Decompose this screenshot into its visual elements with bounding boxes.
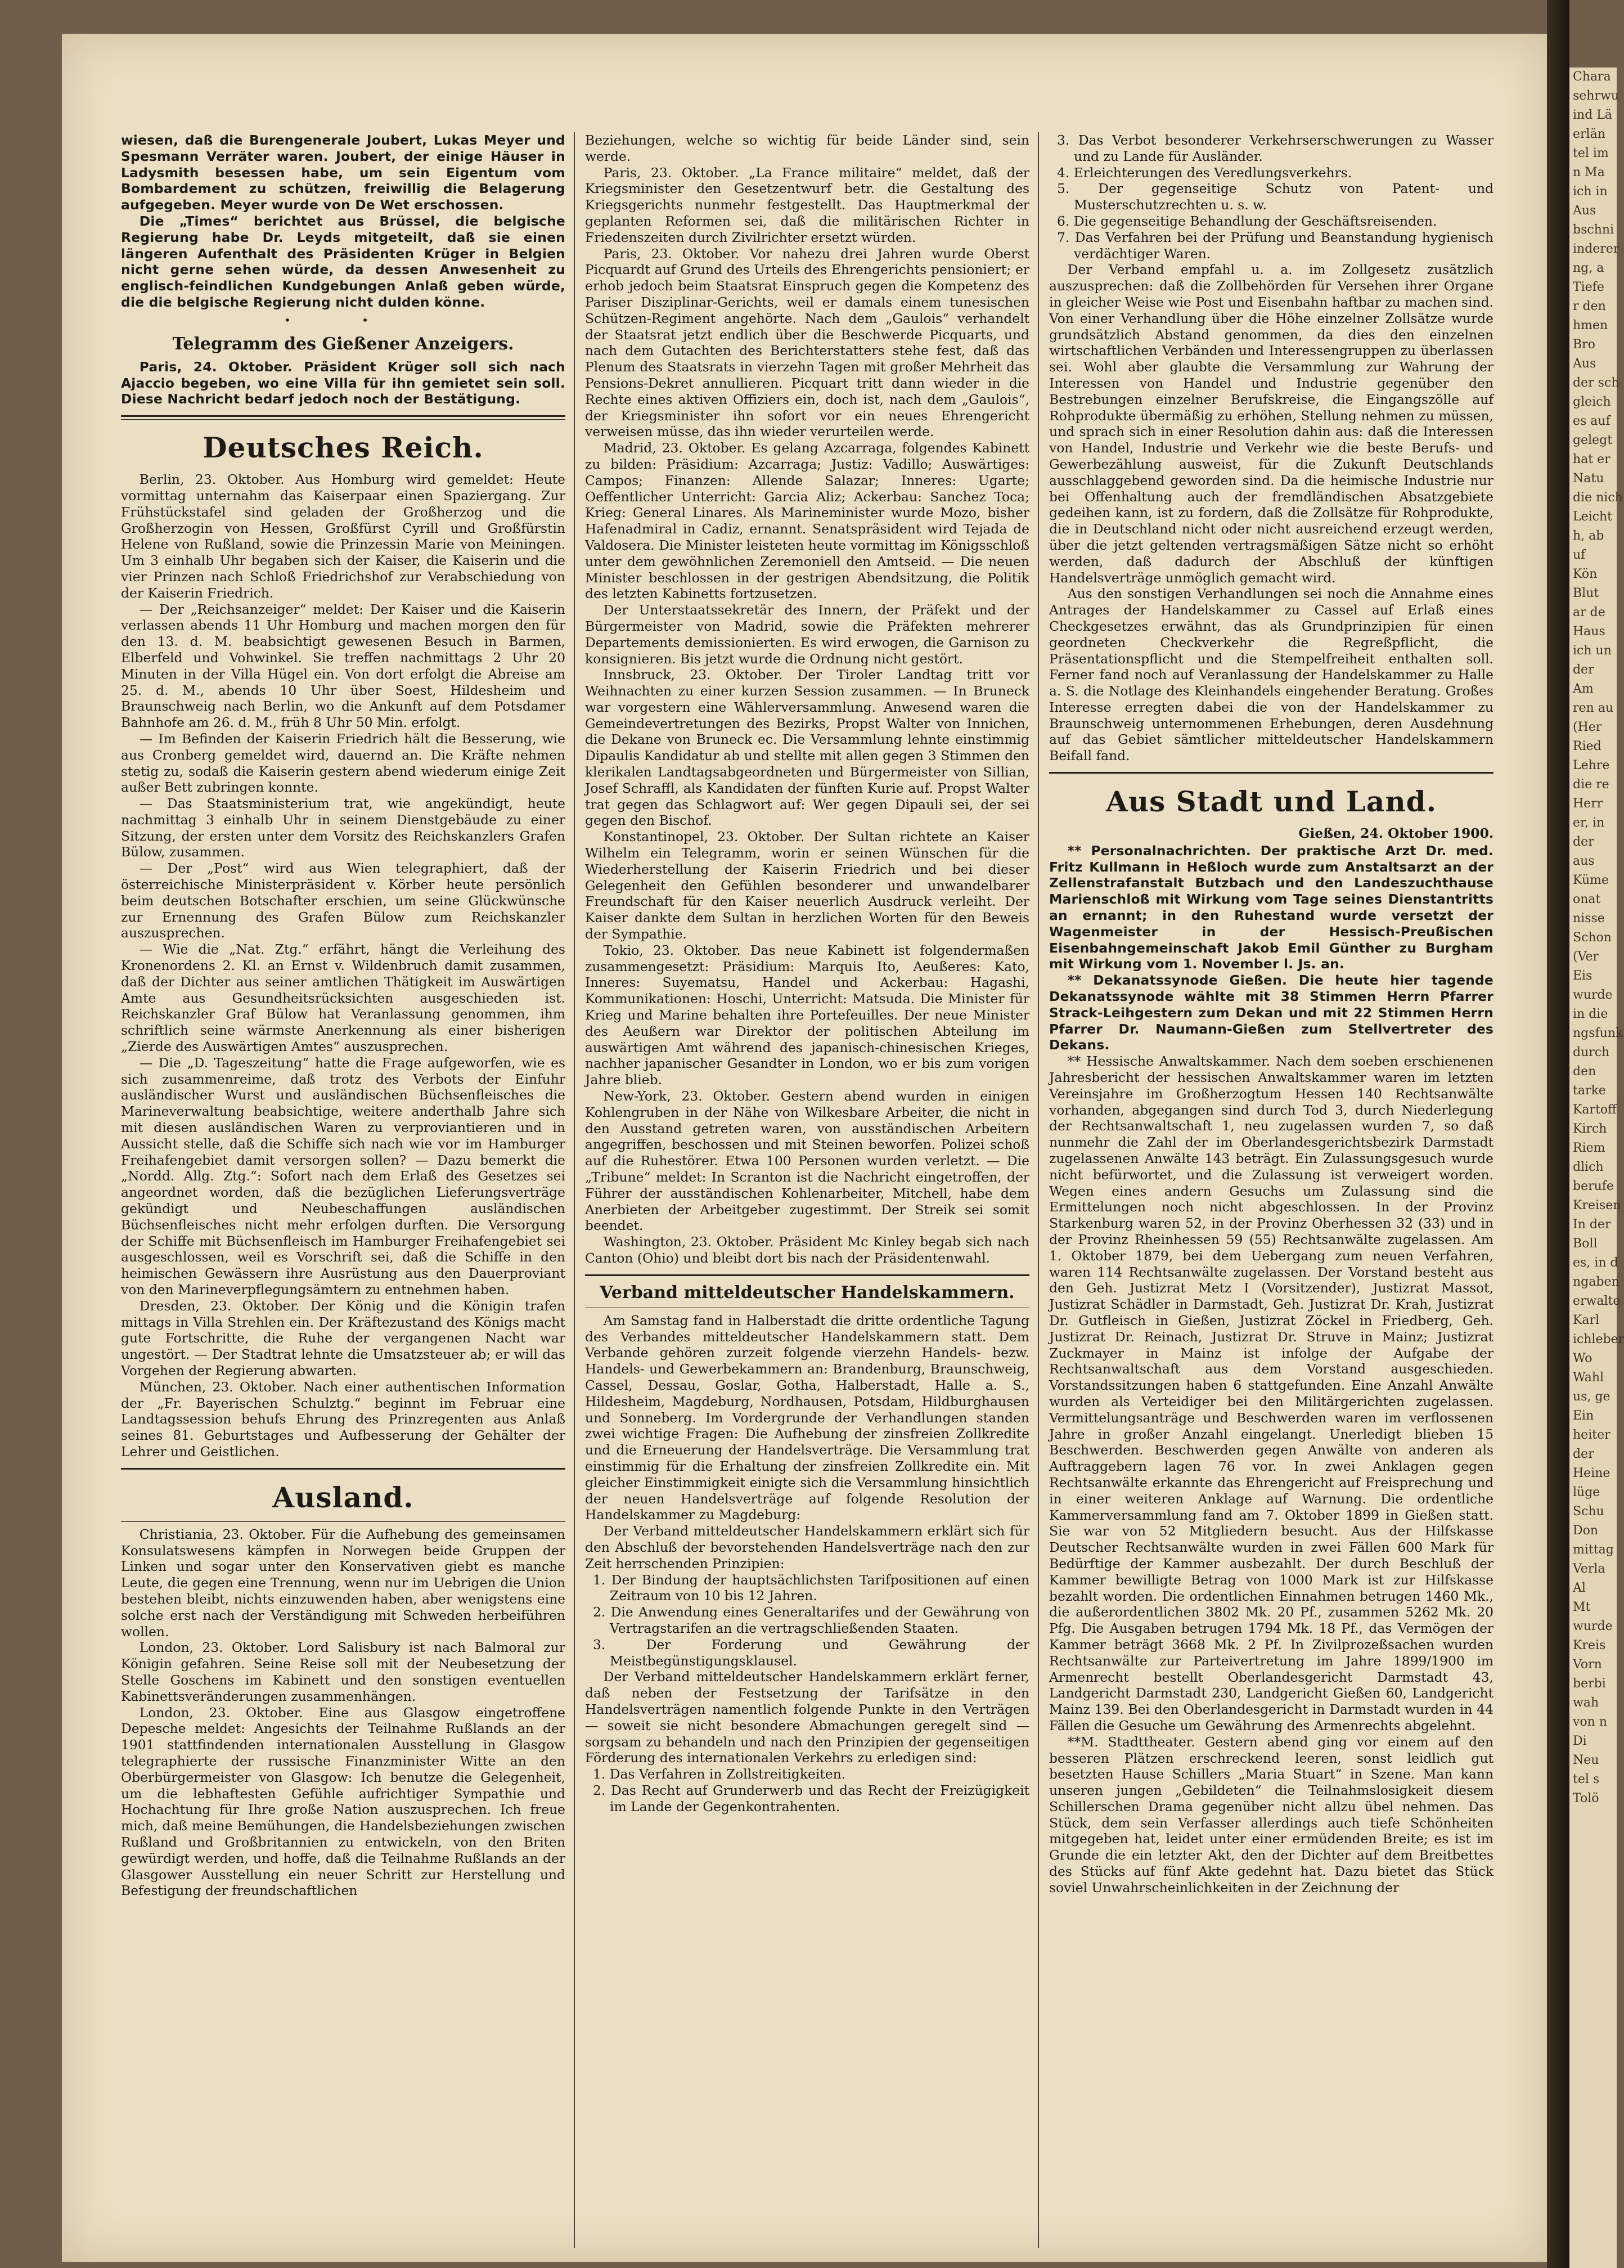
section-rule [585, 1274, 1029, 1276]
article-paragraph: — Der „Post“ wird aus Wien telegraphiert, daß der österreichische Ministerpräsident v. Körber heute persönlich beim deutschen Botschafter erschien, um seine Glückwünsche zur Ernennung des Grafen Bülow zum Reichskanzler auszusprechen. [121, 860, 565, 941]
column-divider [574, 132, 575, 2248]
neighbor-page-line: uf [1573, 548, 1586, 562]
neighbor-page-line: Bro [1573, 338, 1595, 352]
section-heading-ausland: Ausland. [272, 1480, 414, 1514]
neighbor-page-line: erwalte [1573, 1294, 1621, 1308]
neighbor-page-line: (Ver [1573, 950, 1599, 964]
neighbor-page-line: tarke [1573, 1084, 1606, 1098]
neighbor-page-line: Verla [1573, 1562, 1605, 1576]
neighbor-page-line: wurde [1573, 988, 1613, 1002]
article-paragraph: München, 23. Oktober. Nach einer authentischen Information der „Fr. Bayerischen Schulztg.“ beginnt im Februar eine Landtagssession behufs Ehrung des Prinzregenten aus Anlaß seines 81. Geburtstages und Aufbesserung der Gehälter der Lehrer und Geistlichen. [121, 1378, 565, 1459]
section-heading-aus-stadt-und-land: Aus Stadt und Land. [1105, 785, 1437, 819]
neighbor-page-line: wah [1573, 1696, 1599, 1710]
article-paragraph: Aus den sonstigen Verhandlungen sei noch die Annahme eines Antrages der Handelskammer zu Cassel auf Erlaß eines Checkgesetzes erwähnt, das als Grundprinzipien für einen geordneten Checkverkehr die Regreßpflicht, die Präsentationspflicht und die Stempelfreiheit enthalten soll. Ferner fand noch auf Veranlassung der Handelskammer zu Halle a. S. die Notlage des Kleinhandels eingehender Beratung. Großes Interesse erregten dabei die von der Handelskammer zu Braunschweig unternommenen Erhebungen, deren Ausdehnung auf das Gebiet sämtlicher mitteldeutscher Handelskammern Beifall fand. [1049, 586, 1493, 764]
neighbor-page-line: Eis [1573, 969, 1592, 983]
list-item: 2. Das Recht auf Grunderwerb und das Recht der Freizügigkeit im Lande der Gegenkontrahenten. [593, 1782, 1029, 1815]
article-paragraph: wiesen, daß die Burengenerale Joubert, Lukas Meyer und Spesmann Verräter waren. Joubert, der einige Häuser in Ladysmith besessen habe, um sein Eigentum vom Bombardement zu schützen, freiwillig die Belagerung aufgegeben. Meyer wurde von De Wet erschossen. [121, 132, 565, 213]
list-item: 2. Die Anwendung eines Generaltarifes und der Gewährung von Vertragstarifen an die vertragschließenden Staaten. [593, 1604, 1029, 1636]
neighbor-page-line: bschni [1573, 223, 1614, 237]
neighbor-page-line: die re [1573, 778, 1609, 792]
neighbor-page-line: berbi [1573, 1677, 1606, 1691]
neighbor-page-line: n Ma [1573, 165, 1605, 179]
column-1 [121, 132, 565, 2248]
telegram-heading: Telegramm des Gießener Anzeigers. [172, 334, 514, 354]
article-paragraph: Der Verband mitteldeutscher Handelskammern erklärt ferner, daß neben der Festsetzung der Tarifsätze in den Handelsverträgen namentlich folgende Punkte in den Verträgen — soweit sie nicht besondere Abmachungen geregelt sind — sorgsam zu behandeln und nach den Prinzipien der gegenseitigen Förderung des internationalen Verkehrs zu erledigen sind: [585, 1669, 1029, 1766]
article-paragraph: Der Verband empfahl u. a. im Zollgesetz zusätzlich auszusprechen: daß die Zollbehörden für Versehen ihrer Organe in gleicher Weise wie Post und Eisenbahn haftbar zu machen sind. Von einer Verhandlung über die Höhe einzelner Zollsätze wurde grundsätzlich Abstand genommen, da dies den einzelnen wirtschaftlichen Verbänden und Interessengruppen zu überlassen sei. Wohl aber glaubte die Versammlung zur Wahrung der Interessen von Handel und Industrie gegenüber den Bestrebungen einzelner Berufskreise, die Eingangszölle auf Rohprodukte übermäßig zu erhöhen, Stellung nehmen zu müssen, und sprach sich in einer Resolution dahin aus: daß die Interessen von Handel, Industrie und Verkehr wie die beste Berufs- und Gewerbezählung ausweist, für die Zukunft Deutschlands ausschlaggebend geworden sind. Da die heimische Industrie nur bei Offenhaltung auch der fremdländischen Absatzgebiete gedeihen kann, ist zu fordern, daß die Zollsätze für Rohprodukte, die in Deutschland nicht oder nicht ausreichend erzeugt werden, über die jetzt geltenden vertragsmäßigen Sätze nicht so erhöht werden, daß dadurch der Abschluß der künftigen Handelsverträge unmöglich gemacht wird. [1049, 262, 1493, 586]
article-paragraph: — Die „D. Tageszeitung“ hatte die Frage aufgeworfen, wie es sich zusammenreime, daß trotz des Verbots der Einfuhr ausländischer Wurst und ausländischen Büchsenfleisches die Marineverwaltung beabsichtige, weitere anderthalb Jahre sich mit diesen ausländischen Waren zu verproviantieren und in Aussicht stelle, daß die Schiffe sich nach wie vor im Hamburger Freihafengebiet damit versorgen sollen? — Dazu bemerkt die „Nordd. Allg. Ztg.“: Sofort nach dem Erlaß des Gesetzes sei angeordnet worden, daß die bezüglichen Lieferungsverträge gekündigt und Neubeschaffungen ausländischen Büchsenfleisches nicht mehr erfolgen durften. Die Versorgung der Schiffe mit Büchsenfleisch im Hamburger Freihafengebiet sei ausgeschlossen, weil es Vorschrift sei, daß die Schiffe in den heimischen Gewässern ihre Ausrüstung aus den Dauerproviant von den Marineverpflegungsämtern zu entnehmen haben. [121, 1054, 565, 1297]
neighbor-page-line: ind Lä [1573, 108, 1613, 122]
neighbor-page-line: r den [1573, 299, 1606, 313]
neighbor-page-line: Neu [1573, 1753, 1599, 1767]
neighbor-page-line: Blut [1573, 586, 1599, 600]
neighbor-page-line: us, ge [1573, 1390, 1610, 1404]
dateline: Gießen, 24. Oktober 1900. [1298, 825, 1493, 842]
list-item: 1. Der Bindung der hauptsächlichsten Tarifpositionen auf einen Zeitraum von 10 bis 12 Jahren. [593, 1571, 1029, 1604]
neighbor-page-line: lüge [1573, 1485, 1600, 1499]
neighbor-page-line: ng, a [1573, 261, 1604, 275]
neighbor-page-line: Mt [1573, 1600, 1591, 1614]
list-item: 5. Der gegenseitige Schutz von Patent- und Musterschutzrechten u. s. w. [1057, 181, 1493, 213]
neighbor-page-line: mittag [1573, 1543, 1614, 1557]
article-paragraph: Berlin, 23. Oktober. Aus Homburg wird gemeldet: Heute vormittag unternahm das Kaiserpaar einen Spaziergang. Zur Frühstückstafel sind geladen der Großherzog und die Großherzogin von Hessen, Großfürst Cyrill und Großfürstin Helene von Rußland, sowie die Prinzessin Marie von Meiningen. Um 3 einhalb Uhr begaben sich der Kaiser, die Kaiserin und die vier Prinzen nach Schloß Friedrichshof zur Verabschiedung von der Kaiserin Friedrich. [121, 471, 565, 601]
neighbor-page-line: es, in d [1573, 1256, 1618, 1270]
neighbor-page-edge [1569, 68, 1624, 2268]
list-item: 3. Das Verbot besonderer Verkehrserschwerungen zu Wasser und zu Lande für Ausländer. [1057, 132, 1493, 164]
article-paragraph: Paris, 23. Oktober. Vor nahezu drei Jahren wurde Oberst Picquardt auf Grund des Urteils des Ehrengerichts pensioniert; er erhob jedoch beim Staatsrat Einspruch gegen die Kompetenz des Pariser Disziplinar-Gerichts, weil er damals einem tunesischen Schützen-Regiment angehörte. Nach dem „Gaulois“ verhandelt der Staatsrat jetzt endlich über die Beschwerde Picquarts, und nach dem Gutachten des Berichterstatters stehe fest, daß das Plenum des Staatsrats in vierzehn Tagen mit großer Mehrheit das Pensions-Dekret annullieren. Picquart tritt dann wieder in die Rechte eines aktiven Offiziers ein, doch ist, nach dem „Gaulois“, der Kriegsminister ihn sofort vor ein neues Ehrengericht verweisen müsse, das ihn wieder verurteilen werde. [585, 245, 1029, 440]
neighbor-page-line: ar de [1573, 605, 1605, 619]
neighbor-page-line: tel s [1573, 1772, 1600, 1786]
section-ornament: • • [284, 313, 402, 327]
article-paragraph: Der Unterstaatssekretär des Innern, der Präfekt und der Bürgermeister von Madrid, sowie die Präfekten mehrerer Departements demissionierten. Es wird erwogen, die Garnison zu konsignieren. Bis jetzt wurde die Ordnung nicht gestört. [585, 602, 1029, 667]
neighbor-page-line: Wo [1573, 1351, 1592, 1366]
neighbor-page-line: Don [1573, 1524, 1599, 1538]
neighbor-page-line: Kön [1573, 567, 1598, 581]
neighbor-page-line: (Her [1573, 720, 1602, 734]
neighbor-page-line: dlich [1573, 1160, 1604, 1174]
section-rule [121, 419, 565, 420]
neighbor-page-line: der [1573, 1447, 1594, 1461]
telegram-text: Paris, 24. Oktober. Präsident Krüger soll sich nach Ajaccio begeben, wo eine Villa für ihn gemietet sein soll. Diese Nachricht bedarf jedoch noch der Bestätigung. [121, 358, 565, 407]
article-paragraph: ** Dekanatssynode Gießen. Die heute hier tagende Dekanatssynode wählte mit 38 Stimmen Herrn Pfarrer Strack-Leihgestern zum Dekan und mit 22 Stimmen Herrn Pfarrer Dr. Naumann-Gießen zum Stellvertreter des Dekans. [1049, 972, 1493, 1053]
neighbor-page-line: Di [1573, 1734, 1587, 1748]
neighbor-page-line: Ried [1573, 739, 1601, 753]
neighbor-page-line: nisse [1573, 911, 1605, 926]
neighbor-page-line: inderer [1573, 242, 1619, 256]
neighbor-page-line: ich un [1573, 644, 1612, 658]
article-paragraph: Der Verband mitteldeutscher Handelskammern erklärt sich für den Abschluß der bevorstehenden Handelsverträge nach den zur Zeit herrschenden Prinzipien: [585, 1523, 1029, 1571]
article-paragraph: Am Samstag fand in Halberstadt die dritte ordentliche Tagung des Verbandes mitteldeutscher Handelskammern statt. Dem Verbande gehören zurzeit folgende vierzehn Handels- bezw. Handels- und Gewerbekammern an: Brandenburg, Braunschweig, Cassel, Dessau, Goslar, Gotha, Halberstadt, Halle a. S., Hildesheim, Magdeburg, Nordhausen, Potsdam, Hildburghausen und Sonneberg. Im Vordergrunde der Verhandlungen standen zwei wichtige Fragen: Die Aufhebung der zinsfreien Zollkredite und die Erneuerung der Handelsverträge. Die Versammlung trat einstimmig für die Erhaltung der zinsfreien Zollkredite ein. Mit gleicher Einstimmigkeit einigte sich die Versammlung hinsichtlich der neuen Handelsverträge auf folgende Resolution der Handelskammer zu Magdeburg: [585, 1312, 1029, 1523]
neighbor-page-line: hmen [1573, 318, 1608, 333]
neighbor-page-line: Ein [1573, 1409, 1594, 1423]
list-item: 7. Das Verfahren bei der Prüfung und Beanstandung hygienisch verdächtiger Waren. [1057, 229, 1493, 262]
neighbor-page-line: Haus [1573, 625, 1605, 639]
column-2 [585, 132, 1029, 2248]
article-paragraph: — Wie die „Nat. Ztg.“ erfährt, hängt die Verleihung des Kronenordens 2. Kl. an Ernst v. Wildenbruch damit zusammen, daß der Dichter aus seiner amtlichen Thätigkeit im Auswärtigen Amte aus Gesundheitsrücksichten ausgeschieden ist. Reichskanzler Graf Bülow hat Veranlassung genommen, ihm schriftlich seine wärmste Anerkennung als einer bisherigen „Zierde des Auswärtigen Amtes“ auszusprechen. [121, 941, 565, 1055]
neighbor-page-line: Küme [1573, 873, 1609, 887]
neighbor-page-line: Al [1573, 1581, 1586, 1595]
neighbor-page-line: berufe [1573, 1179, 1614, 1193]
neighbor-page-line: Tiefe [1573, 280, 1604, 294]
neighbor-page-line: Kirch [1573, 1122, 1607, 1136]
neighbor-page-line: Kreisen [1573, 1198, 1621, 1212]
neighbor-page-line: Natu [1573, 471, 1604, 486]
neighbor-page-line: Schon [1573, 931, 1612, 945]
neighbor-page-line: Wahl [1573, 1371, 1604, 1385]
section-heading-verband: Verband mitteldeutscher Handelskammern. [600, 1282, 1015, 1303]
article-paragraph: Innsbruck, 23. Oktober. Der Tiroler Landtag tritt vor Weihnachten zu einer kurzen Session zusammen. — In Bruneck war vorgestern eine Wählerversammlung. Anwesend waren die Gemeindevertretungen des Bezirks, Propst Walter von Innichen, die Dekane von Bruneck ec. Die Versammlung lehnte einstimmig Dipaulis Kandidatur ab und stellte mit allen gegen 3 Stimmen den klerikalen Landtagsabgeordneten und Bürgermeister von Sillian, Josef Schraffl, als Kandidaten der fünften Kurie auf. Propst Walter trat gegen das Schlagwort auf: Wer gegen Dipauli sei, der sei gegen den Bischof. [585, 667, 1029, 829]
list-item: 4. Erleichterungen des Veredlungsverkehrs. [1057, 164, 1352, 181]
neighbor-page-line: Lehre [1573, 758, 1610, 773]
neighbor-page-line: erlän [1573, 127, 1605, 141]
neighbor-page-line: in die [1573, 1007, 1608, 1021]
neighbor-page-line: Herr [1573, 797, 1603, 811]
neighbor-page-line: Riem [1573, 1141, 1605, 1155]
article-paragraph: Dresden, 23. Oktober. Der König und die Königin trafen mittags in Villa Strehlen ein. Der Kräftezustand des Königs macht gute Fortschritte, die Ruhe der vergangenen Nacht war ungestört. — Der Stadtrat lehnte die Umsatzsteuer ab; er will das Vorgehen der Regierung abwarten. [121, 1297, 565, 1378]
neighbor-page-line: der [1573, 835, 1594, 849]
neighbor-page-line: es auf [1573, 414, 1610, 428]
article-paragraph: Madrid, 23. Oktober. Es gelang Azcarraga, folgendes Kabinett zu bilden: Präsidium: Azcarraga; Justiz: Vadillo; Auswärtiges: Campos; Finanzen: Allende Salazar; Inneres: Ugarte; Oeffentlicher Unterricht: Garcia Aliz; Ackerbau: Sanchez Toca; Krieg: General Linares. Als Marineminister wurde Mozo, bisher Hafenadmiral in Cadiz, ernannt. Senatspräsident wird Tejada de Valdosera. Die Minister leisteten heute vormittag im Königsschloß unter dem gewöhnlichen Zeremoniell den Amtseid. — Die neuen Minister beschlossen in der gestrigen Abendsitzung, die Politik des letzten Kabinetts fortzusetzen. [585, 440, 1029, 602]
section-rule [121, 1521, 565, 1522]
section-rule [121, 1468, 565, 1470]
neighbor-page-line: er, in [1573, 816, 1605, 830]
neighbor-page-line: h, ab [1573, 529, 1604, 543]
column-divider [1038, 132, 1039, 2248]
section-rule [1049, 772, 1493, 774]
neighbor-page-line: den [1573, 1065, 1596, 1079]
article-paragraph: Die „Times“ berichtet aus Brüssel, die belgische Regierung habe Dr. Leyds mitgeteilt, daß sie einen längeren Aufenthalt des Präsidenten Krüger in Belgien nicht gerne sehen würde, da dessen Anwesenheit zu englisch-feindlichen Kundgebungen Anlaß geben würde, die die belgische Regierung nicht dulden könne. [121, 213, 565, 310]
article-paragraph: ** Personalnachrichten. Der praktische Arzt Dr. med. Fritz Kullmann in Heßloch wurde zum Anstaltsarzt an der Zellenstrafanstalt Butzbach und den Landeszuchthause Marienschloß mit Wirkung vom Tage seines Dienstantritts an ernannt; in den Ruhestand wurde versetzt der Wagenmeister in der Hessisch-Preußischen Eisenbahngemeinschaft Jakob Emil Günther zu Burgham mit Wirkung vom 1. November l. Js. an. [1049, 842, 1493, 972]
neighbor-page-line: durch [1573, 1045, 1610, 1059]
neighbor-page-line: Aus [1573, 357, 1596, 371]
neighbor-page-line: sehrwu [1573, 89, 1619, 103]
neighbor-page-line: gleich [1573, 395, 1611, 409]
section-heading-deutsches-reich: Deutsches Reich. [203, 431, 484, 465]
neighbor-page-line: ichleber [1573, 1332, 1624, 1346]
neighbor-page-line: gelegt [1573, 433, 1613, 447]
neighbor-page-line: wurde [1573, 1619, 1613, 1633]
section-rule [121, 415, 565, 417]
article-paragraph: New-York, 23. Oktober. Gestern abend wurden in einigen Kohlengruben in der Nähe von Wilkesbare Arbeiter, die nicht in den Ausstand getreten waren, von ausständischen Arbeitern angegriffen, beschossen und mit Steinen beworfen. Polizei schoß auf die Ruhestörer. Etwa 100 Personen wurden verletzt. — Die „Tribune“ meldet: In Scranton ist die Nachricht eingetroffen, der Führer der ausständischen Kohlenarbeiter, Mitchell, habe dem Anerbieten der Arbeitgeber zugestimmt. Der Streik sei somit beendet. [585, 1088, 1029, 1234]
list-item: 6. Die gegenseitige Behandlung der Geschäftsreisenden. [1057, 213, 1437, 229]
neighbor-page-line: ren au [1573, 701, 1613, 715]
neighbor-page-line: heiter [1573, 1428, 1610, 1442]
article-paragraph: Beziehungen, welche so wichtig für beide Länder sind, sein werde. [585, 132, 1029, 164]
neighbor-page-line: ich in [1573, 185, 1608, 199]
article-paragraph: — Der „Reichsanzeiger“ meldet: Der Kaiser und die Kaiserin verlassen abends 11 Uhr Homburg und machen morgen den für den 13. d. M. beabsichtigt gewesenen Besuch in Barmen, Elberfeld und Vohwinkel. Sie treffen nachmittags 2 Uhr 20 Minuten in der Villa Hügel ein. Von dort erfolgt die Abreise am 25. d. M., abends 10 Uhr über Soest, Hildesheim und Braunschweig nach Berlin, wo die Ankunft auf dem Potsdamer Bahnhofe am 26. d. M., früh 8 Uhr 50 Min. erfolgt. [121, 601, 565, 731]
neighbor-page-line: Boll [1573, 1237, 1598, 1251]
article-paragraph: Tokio, 23. Oktober. Das neue Kabinett ist folgendermaßen zusammengesetzt: Präsidium: Marquis Ito, Aeußeres: Kato, Inneres: Suyematsu, Handel und Ackerbau: Hagashi, Kommunikationen: Hoschi, Unterricht: Matsuda. Die Minister für Krieg und Marine behalten ihre Portefeuilles. Der neue Minister des Aeußern war Direktor der politischen Abteilung im auswärtigen Amt während des japanisch-chinesischen Krieges, nachher japanischer Gesandter in London, wo er bis zum vorigen Jahre blieb. [585, 942, 1029, 1088]
list-item: 1. Das Verfahren in Zollstreitigkeiten. [593, 1766, 846, 1782]
neighbor-page-line: Karl [1573, 1313, 1600, 1327]
list-item: 3. Der Forderung und Gewährung der Meistbegünstigungsklausel. [593, 1636, 1029, 1669]
book-gutter [1547, 0, 1569, 2268]
neighbor-page-line: tel im [1573, 146, 1609, 160]
neighbor-page-line: hat er [1573, 452, 1610, 466]
article-paragraph: ** Hessische Anwaltskammer. Nach dem soeben erschienenen Jahresbericht der hessischen Anwaltskammer waren im letzten Vereinsjahre im Großherzogtum Hessen 140 Rechtsanwälte vorhanden, abgegangen sind durch Tod 3, durch Niederlegung der Rechtsanwaltschaft 1, neu zugelassen wurden 7, so daß nunmehr die Zahl der im Oberlandesgerichtsbezirk Darmstadt zugelassenen Anwälte 143 beträgt. Ein Zulassungsgesuch wurde nicht befürwortet, und die Zulassung ist verweigert worden. Wegen eines andern Gesuchs um Zulassung sind die Ermittelungen noch nicht abgeschlossen. In der Provinz Starkenburg waren 52, in der Provinz Oberhessen 32 (33) und in der Provinz Rheinhessen 59 (55) Rechtsanwälte zugelassen. Am 1. Oktober 1879, bei dem Uebergang zum neuen Verfahren, waren 114 Rechtsanwälte zugelassen. Der Vorstand besteht aus den Geh. Justizrat Metz I (Vorsitzender), Justizrat Massot, Justizrat Schädler in Darmstadt, Geh. Justizrat Dr. Krah, Justizrat Dr. Gutfleisch in Gießen, Justizrat Zöckel in Friedberg, Geh. Justizrat Dr. Reinach, Justizrat Dr. Struve in Mainz; Justizrat Zuckmayer in Mainz ist infolge der Aufgabe der Rechtsanwaltschaft aus dem Vorstand ausgeschieden. Vorstandssitzungen haben 6 stattgefunden. Eine Anzahl Anwälte wurden als Verteidiger bei den Militärgerichten zugelassen. Vermittelungsanträge und Beschwerden waren im verflossenen Jahre in großer Anzahl eingelangt. Unerledigt blieben 15 Beschwerden. Beschwerden gegen Anwälte von anderen als Auftraggebern lagen 76 vor. In zwei Anklagen gegen Rechtsanwälte erkannte das Ehrengericht auf Freisprechung und in einer weiteren Anklage auf Warnung. Die ordentliche Kammerversammlung fand am 7. Oktober 1899 in Gießen statt. Sie war von 52 Mitgliedern besucht. Aus der Hilfskasse Deutscher Rechtsanwälte wurden in zwei Fällen 600 Mark für Bedürftige der Kammer ausbezahlt. Der durch Beschluß der Kammer bewilligte Betrag von 1000 Mark ist zur Hilfskasse bezahlt worden. Die ordentlichen Einnahmen betrugen 1460 Mk., die außerordentlichen 3802 Mk. 20 Pf., zusammen 5262 Mk. 20 Pfg. Die Ausgaben betrugen 1794 Mk. 18 Pf., das Vermögen der Kammer beträgt 3668 Mk. 2 Pf. In Zivilprozeßsachen wurden Rechtsanwälte zur Parteivertretung im Jahre 1899/1900 im Armenrecht bestellt Oberlandesgericht Darmstadt 43, Landgericht Darmstadt 230, Landgericht Gießen 60, Landgericht Mainz 139. Bei den Oberlandesgericht in Darmstadt wurden in 44 Fällen die Gesuche um Gewährung des Armenrechts abgelehnt. [1049, 1053, 1493, 1733]
neighbor-page-line: die nich [1573, 491, 1623, 505]
neighbor-page-line: Schu [1573, 1504, 1604, 1519]
neighbor-page-line: der sch [1573, 376, 1619, 390]
neighbor-page-line: von n [1573, 1715, 1608, 1729]
article-paragraph: — Im Befinden der Kaiserin Friedrich hält die Besserung, wie aus Cronberg gemeldet wird, dauernd an. Die Kräfte nehmen stetig zu, sodaß die Kaiserin gestern abend wiederum einige Zeit außer Bett zubringen konnte. [121, 730, 565, 796]
neighbor-page-line: ngaben [1573, 1275, 1619, 1289]
neighbor-page-line: Kartoff [1573, 1103, 1617, 1117]
neighbor-page-line: Tolö [1573, 1791, 1599, 1806]
neighbor-page-line: Vorn [1573, 1658, 1602, 1672]
neighbor-page-line: Aus [1573, 204, 1596, 218]
neighbor-page-line: Kreis [1573, 1638, 1606, 1652]
article-paragraph: — Das Staatsministerium trat, wie angekündigt, heute nachmittag 3 einhalb Uhr in seinem Dienstgebäude zu einer Sitzung, der ersten unter dem Vorsitz des Reichskanzlers Grafen Bülow, zusammen. [121, 796, 565, 860]
article-paragraph: Paris, 23. Oktober. „La France militaire“ meldet, daß der Kriegsminister den Gesetzentwurf betr. die Gestaltung des Kriegsgerichts nunmehr festgestellt. Das Hauptmerkmal der geplanten Reformen sei, daß die militärischen Richter in Friedenszeiten durch Zivilrichter ersetzt würden. [585, 164, 1029, 245]
neighbor-page-line: Heine [1573, 1466, 1610, 1480]
article-paragraph: **M. Stadttheater. Gestern abend ging vor einem auf den besseren Plätzen erschreckend leeren, sonst leidlich gut besetzten Hause Schillers „Maria Stuart“ in Szene. Man kann unseren jungen „Gebildeten“ die Teilnahmslosigkeit diesem Schillerschen Drama gegenüber nicht allzu übel nehmen. Das Stück, dem sein Verfasser allerdings auch tiefe Schönheiten mitgegeben hat, leidet unter einer ermüdenden Breite; es ist im Grunde die ein letzter Akt, den der Dichter auf dem Breitbettes des Stücks auf fünf Akte gedehnt hat. Dazu bietet das Stück soviel Unwahrscheinlichkeiten in der Zeichnung der [1049, 1733, 1493, 1896]
neighbor-page-line: In der [1573, 1218, 1611, 1232]
neighbor-page-line: onat [1573, 892, 1601, 906]
neighbor-page-line: ngsfunk [1573, 1026, 1623, 1040]
article-paragraph: Konstantinopel, 23. Oktober. Der Sultan richtete an Kaiser Wilhelm ein Telegramm, worin er seinen Wünschen für die Wiederherstellung der Kaiserin Friedrich und bei dieser Gelegenheit den Gefühlen besonderer und unwandelbarer Freundschaft für den Kaiser neuerlich Ausdruck verleiht. Der Kaiser dankte dem Sultan in herzlichen Worten für den Beweis der Sympathie. [585, 829, 1029, 942]
neighbor-page-line: der [1573, 663, 1594, 677]
neighbor-page-line: Leicht [1573, 510, 1612, 524]
neighbor-page-line: Am [1573, 682, 1594, 696]
column-3 [1049, 132, 1493, 2248]
neighbor-page-line: aus [1573, 854, 1595, 868]
article-paragraph: Christiania, 23. Oktober. Für die Aufhebung des gemeinsamen Konsulatswesens kämpfen in Norwegen beide Gruppen der Linken und sogar unter den Konservativen giebt es manche Leute, die gegen eine Trennung, wenn nur im Uebrigen die Union bestehen bleibt, nichts einzuwenden haben, aber wenigstens eine solche erst nach der Verständigung mit Schweden herbeiführen wollen. [121, 1526, 565, 1640]
article-paragraph: London, 23. Oktober. Eine aus Glasgow eingetroffene Depesche meldet: Angesichts der Teilnahme Rußlands an der 1901 stattfindenden internationalen Ausstellung in Glasgow telegraphierte der russische Finanzminister Witte an den Oberbürgermeister von Glasgow: Ich benutze die Gelegenheit, um die lebhaftesten Gefühle aufrichtiger Sympathie und Hochachtung für Ihre große Nation auszusprechen. Ich freue mich, daß meine Bemühungen, die Handelsbeziehungen zwischen Rußland und Großbritannien zu entwickeln, von den Briten gewürdigt werden, und hoffe, daß die Teilnahme Rußlands an der Glasgower Ausstellung ein neuer Schritt zur Herstellung und Befestigung der freundschaftlichen [121, 1704, 565, 1899]
article-paragraph: Washington, 23. Oktober. Präsident Mc Kinley begab sich nach Canton (Ohio) und bleibt dort bis nach der Präsidentenwahl. [585, 1234, 1029, 1266]
neighbor-page-line: Chara [1573, 70, 1611, 84]
article-paragraph: London, 23. Oktober. Lord Salisbury ist nach Balmoral zur Königin gefahren. Seine Reise soll mit der Neubesetzung der Stelle Goschens im Kabinett und den sonstigen eventuellen Kabinettsveränderungen zusammenhängen. [121, 1640, 565, 1704]
